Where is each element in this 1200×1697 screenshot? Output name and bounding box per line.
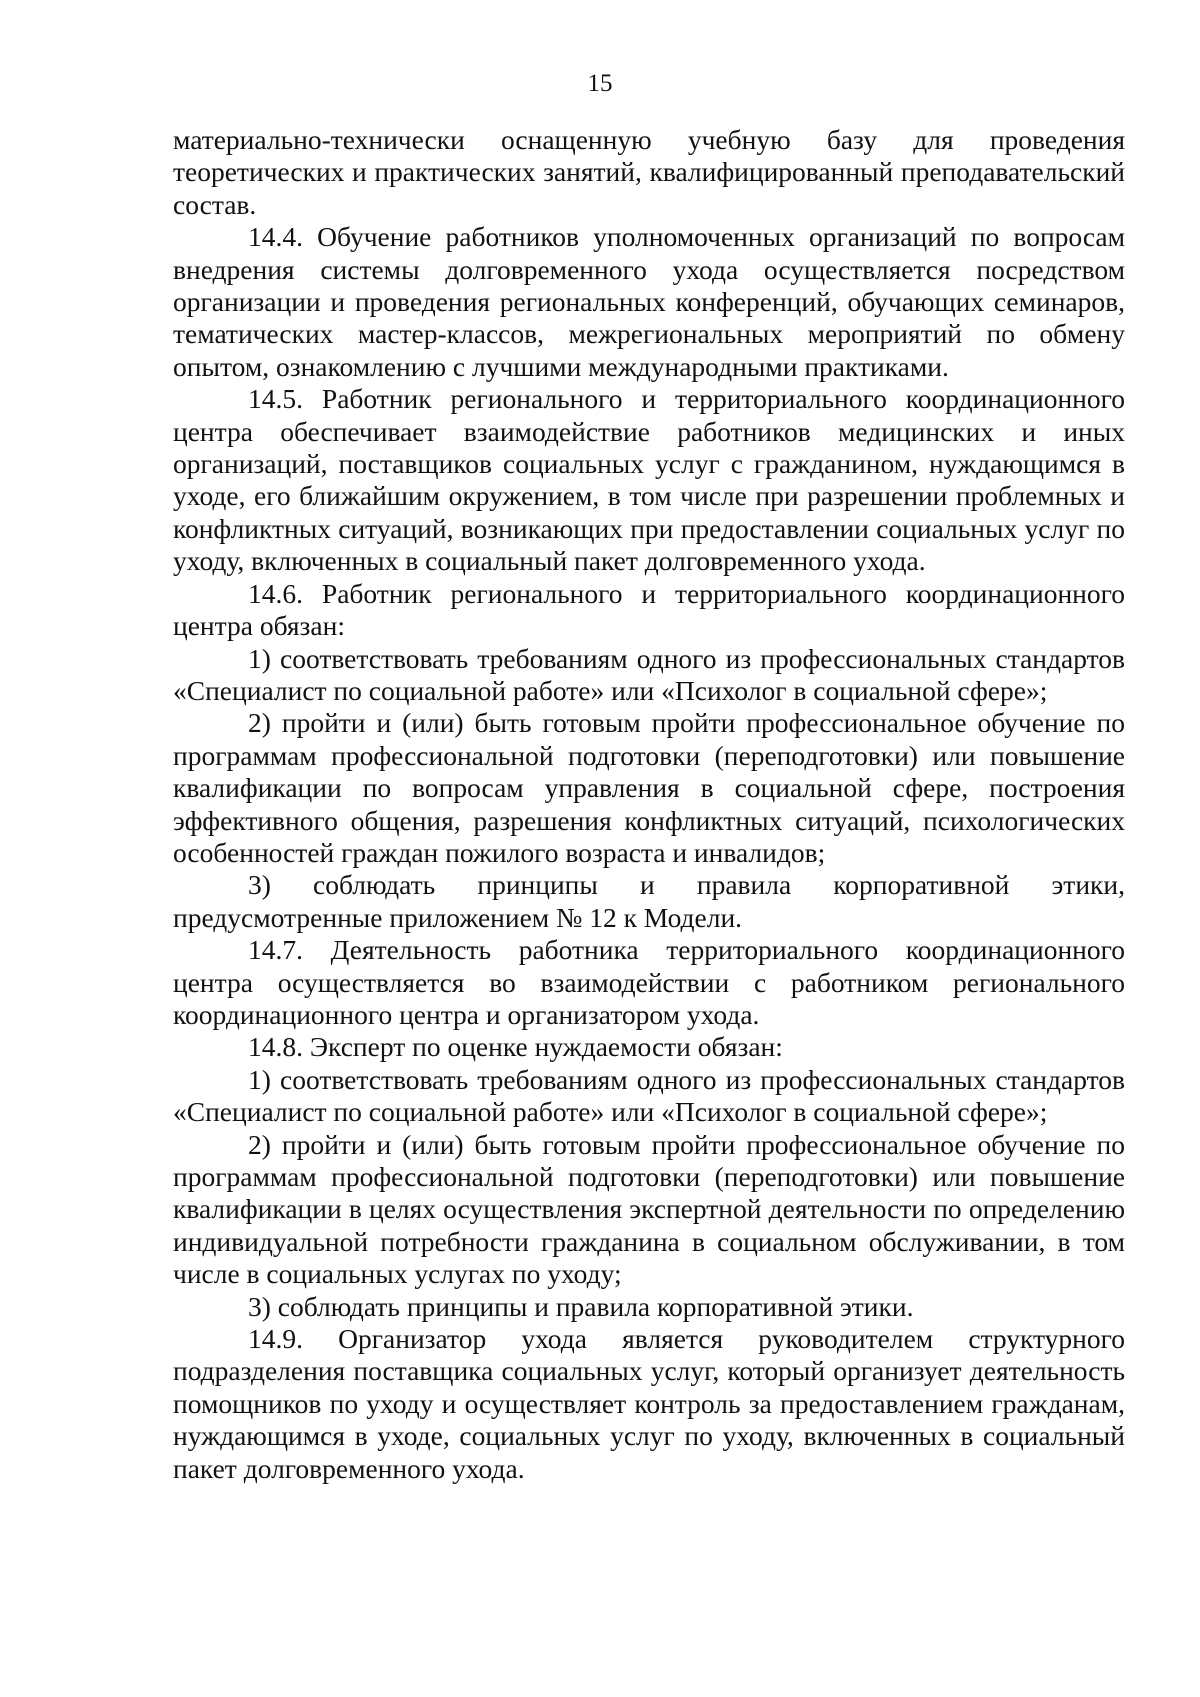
list-item-14-8-2: 2) пройти и (или) быть готовым пройти профессиональное обучение по программам профессиональной подготовки (переподготовки) или повышение квалификации в целях осуществления экспертной деятельности по определению индивидуальной потребности гражданина в социальном обслуживании, в том числе в социальных услугах по уходу;	[173, 1128, 1125, 1290]
page-number: 15	[587, 70, 613, 97]
paragraph-14-4: 14.4. Обучение работников уполномоченных организаций по вопросам внедрения системы долговременного ухода осуществляется посредством организации и проведения региональных конференций, обучающих семинаров, тематических мастер-классов, межрегиональных мероприятий по обмену опытом, ознакомлению с лучшими международными практиками.	[173, 221, 1125, 382]
list-item-14-6-1: 1) соответствовать требованиям одного из профессиональных стандартов «Специалист по социальной работе» или «Психолог в социальной сфере»;	[173, 642, 1125, 706]
paragraph-continuation: материально-технически оснащенную учебную базу для проведения теоретических и практических занятий, квалифицированный преподавательский состав.	[173, 124, 1125, 220]
paragraph-14-7: 14.7. Деятельность работника территориального координационного центра осуществляется во взаимодействии с работником регионального координационного центра и организатором ухода.	[173, 934, 1125, 1030]
list-item-14-8-3: 3) соблюдать принципы и правила корпоративной этики.	[248, 1290, 914, 1322]
list-item-14-6-3: 3) соблюдать принципы и правила корпоративной этики, предусмотренные приложением № 12 к Модели.	[173, 869, 1125, 933]
paragraph-14-6: 14.6. Работник регионального и территориального координационного центра обязан:	[173, 577, 1125, 642]
paragraph-14-9: 14.9. Организатор ухода является руководителем структурного подразделения поставщика социальных услуг, который организует деятельность помощников по уходу и осуществляет контроль за предоставлением гражданам, нуждающимся в уходе, социальных услуг по уходу, включенных в социальный пакет долговременного ухода.	[173, 1323, 1125, 1484]
document-body	[173, 124, 1125, 1485]
list-item-14-6-2: 2) пройти и (или) быть готовым пройти профессиональное обучение по программам профессиональной подготовки (переподготовки) или повышение квалификации по вопросам управления в социальной сфере, построения эффективного общения, разрешения конфликтных ситуаций, психологических особенностей граждан пожилого возраста и инвалидов;	[173, 707, 1125, 868]
paragraph-14-5: 14.5. Работник регионального и территориального координационного центра обеспечивает взаимодействие работников медицинских и иных организаций, поставщиков социальных услуг с гражданином, нуждающимся в уходе, его ближайшим окружением, в том числе при разрешении проблемных и конфликтных ситуаций, возникающих при предоставлении социальных услуг по уходу, включенных в социальный пакет долговременного ухода.	[173, 383, 1125, 577]
list-item-14-8-1: 1) соответствовать требованиям одного из профессиональных стандартов «Специалист по социальной работе» или «Психолог в социальной сфере»;	[173, 1063, 1125, 1128]
paragraph-14-8: 14.8. Эксперт по оценке нуждаемости обязан:	[248, 1031, 783, 1063]
